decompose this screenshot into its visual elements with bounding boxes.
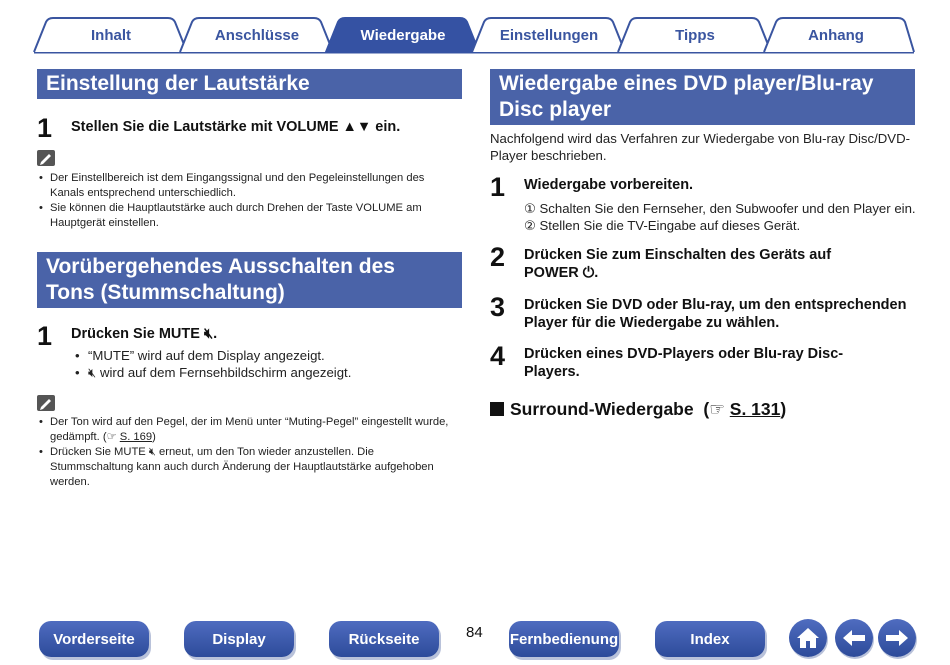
section-title-lautstaerke: Einstellung der Lautstärke xyxy=(37,69,462,99)
nav-fernbedienung-button[interactable]: Fernbedienung xyxy=(509,621,619,657)
pencil-note-icon xyxy=(37,395,55,411)
nav-rueckseite-button[interactable]: Rückseite xyxy=(329,621,439,657)
step-text: Wiedergabe vorbereiten. xyxy=(524,177,694,193)
tab-wiedergabe[interactable]: Wiedergabe xyxy=(360,26,446,44)
substep-list xyxy=(524,200,919,234)
note-list-2 xyxy=(39,415,459,490)
home-icon xyxy=(795,626,821,650)
step-line: Players. xyxy=(524,364,580,380)
step-number: 3 xyxy=(490,292,506,322)
pencil-note-icon xyxy=(37,150,55,166)
title-line: Tons (Stummschaltung) xyxy=(46,281,285,304)
surround-label: Surround-Wiedergabe xyxy=(510,399,694,419)
note-text: Der Ton wird auf den Pegel, der im Menü unter “Muting-Pegel” eingestellt wurde, gedämpft. xyxy=(50,416,449,443)
top-tab-bar xyxy=(0,0,950,56)
step-text: Drücken Sie MUTE 🔇︎. xyxy=(71,326,218,342)
nav-index-button[interactable]: Index xyxy=(655,621,765,657)
forward-button[interactable] xyxy=(878,619,916,657)
tab-einstellungen[interactable]: Einstellungen xyxy=(499,26,599,44)
surround-heading xyxy=(490,399,915,419)
title-line: Disc player xyxy=(499,98,612,121)
tab-inhalt[interactable]: Inhalt xyxy=(91,26,131,44)
page-number: 84 xyxy=(466,624,483,641)
step-text: Stellen Sie die Lautstärke mit VOLUME ▲▼ ein. xyxy=(71,119,401,135)
step-line: Drücken Sie zum Einschalten des Geräts auf xyxy=(524,247,832,263)
step-text xyxy=(524,345,919,381)
tab-anschluesse[interactable]: Anschlüsse xyxy=(214,26,300,44)
bullet-item: • “MUTE” wird auf dem Display angezeigt. xyxy=(75,347,460,364)
section-title-dvd-bluray xyxy=(490,69,915,125)
step-line: Drücken eines DVD-Players oder Blu-ray Disc- xyxy=(524,346,844,362)
home-button[interactable] xyxy=(789,619,827,657)
step-number: 4 xyxy=(490,341,506,371)
forward-arrow-icon xyxy=(884,628,910,648)
step-number: 1 xyxy=(37,321,53,351)
substep-item: ② Stellen Sie die TV-Eingabe auf dieses Gerät. xyxy=(524,218,801,233)
title-line: Vorübergehendes Ausschalten des xyxy=(46,255,395,278)
tab-anhang[interactable]: Anhang xyxy=(808,26,864,44)
step-number: 1 xyxy=(37,113,53,143)
bullet-item: • 🔇︎ wird auf dem Fernsehbildschirm angezeigt. xyxy=(75,364,460,381)
nav-vorderseite-button[interactable]: Vorderseite xyxy=(39,621,149,657)
substep-item: ① Schalten Sie den Fernseher, den Subwoofer und den Player ein. xyxy=(524,201,916,216)
note-item: • Drücken Sie MUTE 🔇︎ erneut, um den Ton wieder anzustellen. Die Stummschaltung kann auch durch Änderung der Hauptlautstärke aufgehoben werden. xyxy=(39,445,459,490)
step-line: Player für die Wiedergabe zu wählen. xyxy=(524,315,780,331)
page-link-169[interactable]: S. 169 xyxy=(119,431,153,443)
step-text xyxy=(524,296,919,332)
step-line: POWER ⏻. xyxy=(524,265,599,281)
note-item xyxy=(39,415,459,445)
note-item: • Der Einstellbereich ist dem Eingangssignal und den Pegeleinstellungen des Kanals entsprechend unterschiedlich. xyxy=(39,171,454,201)
back-arrow-icon xyxy=(841,628,867,648)
square-bullet-icon xyxy=(490,402,504,416)
intro-text: Nachfolgend wird das Verfahren zur Wiedergabe von Blu-ray Disc/DVD-Player beschrieben. xyxy=(490,131,910,163)
step-text xyxy=(524,246,919,282)
page-ref[interactable]: (☞ S. 131) xyxy=(698,399,787,419)
note-list-1 xyxy=(39,171,454,231)
note-item: • Sie können die Hauptlautstärke auch durch Drehen der Taste VOLUME am Hauptgerät einstellen. xyxy=(39,201,454,231)
step-number: 2 xyxy=(490,242,506,272)
nav-display-button[interactable]: Display xyxy=(184,621,294,657)
step-line: Drücken Sie DVD oder Blu-ray, um den entsprechenden xyxy=(524,297,907,313)
tab-tipps[interactable]: Tipps xyxy=(675,26,715,44)
section-title-stummschaltung xyxy=(37,252,462,308)
title-line: Wiedergabe eines DVD player/Blu-ray xyxy=(499,72,874,95)
page-ref[interactable]: (☞ S. 169) xyxy=(102,431,156,443)
step-number: 1 xyxy=(490,172,506,202)
hand-pointer-icon: ☞ xyxy=(709,399,725,419)
hand-pointer-icon: ☞ xyxy=(106,431,117,443)
mute-bullets xyxy=(75,347,460,381)
back-button[interactable] xyxy=(835,619,873,657)
page-link-131[interactable]: S. 131 xyxy=(729,399,781,419)
